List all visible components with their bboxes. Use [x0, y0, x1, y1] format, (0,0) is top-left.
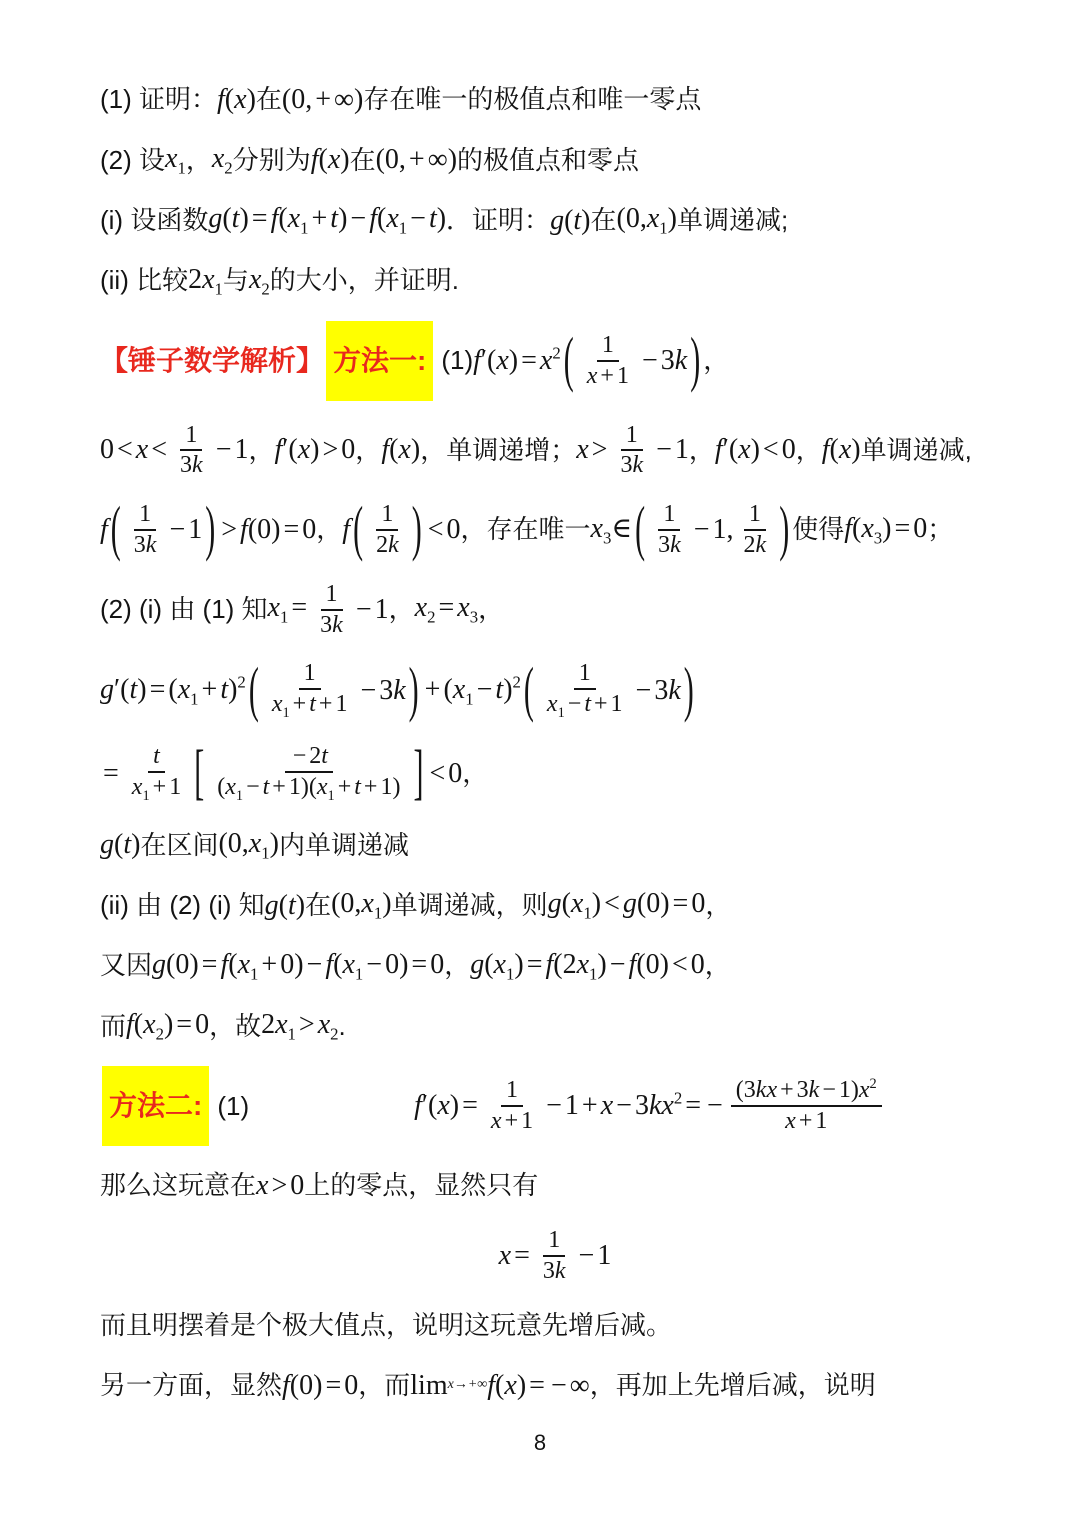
text-run: 在	[349, 144, 376, 175]
fraction-denominator: $(x_1 - t + 1)(x_1 + t + 1)$	[217, 774, 401, 804]
math-run: g(t)	[264, 889, 306, 921]
fraction	[739, 500, 772, 560]
text-run: ，故	[209, 1010, 262, 1041]
fraction-numerator: 1	[543, 1226, 565, 1257]
fraction	[582, 331, 634, 391]
problem-part1	[100, 80, 1010, 120]
text-run: 内单调递减	[278, 829, 409, 860]
fraction-numerator: 1	[134, 500, 156, 531]
text-run: ，	[444, 950, 471, 981]
fraction-numerator: 1	[501, 1076, 523, 1107]
math-run: − 1	[355, 593, 389, 625]
math-run: x >	[576, 434, 608, 466]
math-run: f′(x) > 0	[274, 434, 356, 466]
method2-limit-text	[100, 1366, 1010, 1406]
math-run: g(t)	[550, 204, 591, 236]
part2ii-line2	[100, 946, 1010, 986]
text-run: (1) 证明：	[100, 84, 218, 115]
text-run: ，	[705, 889, 732, 920]
math-run: (0, + ∞)	[281, 84, 364, 116]
big-paren: )	[683, 655, 694, 724]
text-run: ，存在唯一	[460, 514, 591, 545]
math-run: f(0) = 0	[282, 1369, 359, 1401]
text-run: 与	[222, 265, 249, 296]
fraction-denominator: 3k	[620, 452, 644, 479]
text-run: ，	[388, 594, 415, 625]
math-run: $2x_1$	[188, 263, 223, 299]
big-paren: (	[248, 655, 259, 724]
big-paren: (	[110, 495, 121, 563]
text-run: 在	[305, 889, 332, 920]
g-decreasing-line	[100, 825, 1010, 865]
math-run: − 3k	[635, 674, 681, 706]
text-run: (1)	[217, 1090, 250, 1121]
text-run: 又因	[100, 950, 153, 981]
fraction-numerator: t	[148, 742, 165, 773]
text-run: 而且明摆着是个极大值点，说明这玩意先增后减。	[100, 1310, 673, 1341]
math-run: − 1	[578, 1239, 612, 1271]
math-run: f	[100, 514, 108, 546]
text-run: ，而	[358, 1370, 411, 1401]
math-run: $g(t) = f(x_1 + t) - f(x_1 - t)$	[208, 203, 447, 238]
fraction-denominator: x + 1	[785, 1108, 828, 1135]
math-run: $x_1$ =	[267, 592, 308, 628]
text-run: 另一方面，显然	[100, 1370, 283, 1401]
math-run: $f'(x) = x^2$	[473, 343, 561, 376]
part2ii-line3	[100, 1006, 1010, 1046]
math-upright-run: lim	[410, 1369, 448, 1401]
fraction-numerator: 1	[299, 659, 321, 690]
fraction	[212, 742, 405, 805]
text-run: 单调递减;	[677, 204, 789, 235]
part2ii-line1	[100, 885, 1010, 925]
math-run: f(x)	[381, 434, 421, 466]
math-run: < 0	[429, 757, 463, 789]
math-run: $f(x_3) = 0$	[844, 512, 928, 548]
problem-part2-i	[100, 200, 1010, 240]
problem-part2-ii	[100, 261, 1010, 301]
math-run: f(x) = − ∞	[487, 1369, 590, 1401]
math-run: $x_3\in$	[590, 512, 633, 548]
big-paren: (	[563, 325, 574, 394]
fraction-denominator: 3k	[542, 1257, 566, 1284]
big-paren: (	[635, 495, 646, 563]
math-run: $g(x_1) < g(0) = 0$	[547, 888, 706, 923]
text-run: ，	[795, 434, 822, 465]
math-run: − 1,	[693, 514, 734, 546]
big-paren: )	[690, 325, 701, 394]
text-run: ，	[688, 434, 715, 465]
fraction	[653, 500, 686, 560]
fraction-numerator: − 2t	[285, 742, 333, 773]
text-run: ，	[478, 594, 505, 625]
text-run: 的极值点和零点	[457, 144, 640, 175]
big-paren: )	[408, 655, 419, 724]
math-run: $(0,x_1)$	[616, 203, 677, 238]
big-paren: )	[205, 495, 216, 563]
math-run: x > 0	[256, 1170, 305, 1202]
text-run: ，	[704, 950, 731, 981]
method2-zero-text	[100, 1166, 1010, 1206]
fraction	[486, 1076, 538, 1136]
fraction	[371, 500, 404, 560]
fraction-numerator: $(3kx + 3k - 1)x^2$	[731, 1076, 882, 1107]
fraction	[127, 742, 186, 805]
math-run: $g(x_1) = f(2x_1) - f(0) < 0$	[470, 948, 705, 984]
big-paren: )	[411, 495, 422, 563]
math-run: f(x)	[310, 144, 350, 176]
big-paren: )	[779, 495, 790, 563]
text-run: (1)	[441, 345, 474, 376]
fraction-numerator: 1	[658, 500, 680, 531]
big-bracket: [	[194, 738, 205, 807]
text-run: ；	[927, 514, 954, 545]
math-run: $g'(t) = (x_1 + t)^2$	[100, 672, 246, 709]
fraction-numerator: 1	[180, 421, 202, 452]
method-highlight-label: 方法一:	[326, 321, 433, 401]
math-run: f	[342, 514, 351, 546]
text-run: ．证明：	[446, 204, 551, 235]
math-run: x =	[498, 1239, 530, 1271]
fraction	[542, 659, 628, 722]
fraction-denominator: 3k	[658, 531, 681, 558]
fraction-numerator: 1	[597, 331, 619, 362]
math-run: < 0	[427, 514, 461, 546]
big-paren: (	[353, 495, 364, 563]
math-run: $(0,x_1)$	[218, 828, 279, 863]
fraction-denominator: x + 1	[586, 362, 629, 389]
text-run: 存在唯一的极值点和唯一零点	[363, 84, 702, 115]
math-run: g(t)	[100, 829, 141, 861]
text-run: (2) 设	[100, 144, 166, 175]
fraction-numerator: 1	[376, 500, 398, 531]
big-paren: (	[523, 655, 534, 724]
text-run: .	[338, 1010, 346, 1041]
text-run: ，单调递增；	[420, 434, 577, 465]
method1-monotonic-line	[100, 421, 1010, 481]
text-run: 分别为	[232, 144, 311, 175]
fraction-denominator: 3k	[320, 611, 343, 638]
math-run: f′(x) =	[414, 1090, 478, 1122]
method-highlight-label: 方法二:	[102, 1066, 209, 1146]
method1-header-line	[100, 321, 1010, 401]
brand-label: 【锤子数学解析】	[100, 344, 325, 376]
text-run: (2) (i) 由 (1) 知	[100, 594, 268, 625]
math-run: f(x)	[821, 434, 861, 466]
math-run: − 1	[169, 514, 203, 546]
text-run: ，	[703, 345, 730, 376]
math-run: $x_2 = x_3$	[414, 592, 479, 628]
fraction-denominator: $x_1 + t + 1$	[271, 691, 348, 721]
fraction-numerator: 1	[321, 580, 343, 611]
method2-max-text	[100, 1306, 1010, 1346]
fraction-denominator: $x_1 - t + 1$	[546, 691, 623, 721]
text-run: ，	[462, 758, 489, 789]
big-bracket: ]	[413, 738, 424, 807]
method1-zero-line	[100, 495, 1010, 563]
math-run: $x_1$	[165, 143, 186, 178]
text-run: 单调递减,	[860, 434, 972, 465]
fraction-numerator: 1	[744, 500, 766, 531]
math-run: $f(x_2) = 0$	[126, 1008, 210, 1044]
fraction-denominator: 2k	[743, 531, 767, 558]
math-run: $2x_1 > x_2$	[261, 1008, 339, 1044]
gprime-simplified-line	[100, 738, 1010, 807]
math-run: > f(0) = 0	[221, 514, 317, 546]
math-run: − $1 + x - 3kx^2$ = −	[546, 1088, 723, 1122]
fraction-denominator: 3k	[180, 452, 203, 479]
method1-part2i-known-line	[100, 580, 1010, 640]
math-run: − 1	[656, 434, 689, 466]
text-run: (ii) 由 (2) (i) 知	[100, 889, 265, 920]
method2-zero-formula	[100, 1226, 1010, 1286]
fraction	[315, 580, 348, 640]
text-run: 而	[100, 1010, 127, 1041]
gprime-expansion-line	[100, 655, 1010, 724]
page-number: 8	[533, 1430, 547, 1455]
text-run: (i) 设函数	[100, 204, 209, 235]
text-run: 在	[255, 84, 282, 115]
fraction-denominator: x + 1	[490, 1108, 534, 1135]
text-run: ，	[248, 434, 275, 465]
fraction	[731, 1076, 882, 1136]
fraction-numerator: 1	[621, 421, 643, 452]
fraction-denominator: 3k	[133, 531, 157, 558]
fraction	[538, 1226, 571, 1286]
problem-part2	[100, 140, 1010, 180]
text-run: ，再加上先增后减，说明	[589, 1370, 876, 1401]
text-run: 单调递减，则	[391, 889, 548, 920]
text-run: 的大小，并证明.	[269, 265, 459, 296]
math-run: − 1	[215, 434, 249, 466]
math-run: $x_2$	[211, 143, 233, 178]
fraction-numerator: 1	[574, 659, 596, 690]
text-run: ，	[316, 514, 343, 545]
math-run: $(0,x_1)$	[331, 888, 392, 923]
text-run: 那么这玩意在	[100, 1170, 257, 1201]
math-run: $g(0) = f(x_1 + 0) - f(x_1 - 0) = 0$	[152, 948, 445, 984]
math-run: =	[103, 757, 119, 789]
method2-header-line	[100, 1066, 1010, 1146]
math-run: f(x)	[217, 84, 256, 116]
text-run: ，	[185, 144, 212, 175]
math-run: + $(x_1 - t)^2$	[424, 672, 521, 709]
fraction	[267, 659, 353, 722]
text-run: 使得	[792, 514, 845, 545]
fraction-denominator: 2k	[376, 531, 399, 558]
math-run: − 3k	[360, 674, 406, 706]
math-run: 0 < x <	[100, 434, 168, 466]
text-run: 在区间	[140, 829, 219, 860]
text-run: (ii) 比较	[100, 265, 189, 296]
fraction-denominator: $x_1 + 1$	[131, 774, 182, 804]
math-run: f′(x) < 0	[714, 434, 796, 466]
limit-subscript: x→+∞	[447, 1377, 488, 1393]
fraction	[129, 500, 162, 560]
math-run: (0, + ∞)	[375, 144, 458, 176]
math-run: $x_2$	[248, 263, 270, 299]
fraction	[615, 421, 648, 481]
math-run: − 3k	[641, 344, 688, 376]
text-run: 上的零点，显然只有	[304, 1170, 539, 1201]
text-run: 在	[590, 204, 617, 235]
text-run: ，	[355, 434, 382, 465]
fraction	[175, 421, 208, 481]
